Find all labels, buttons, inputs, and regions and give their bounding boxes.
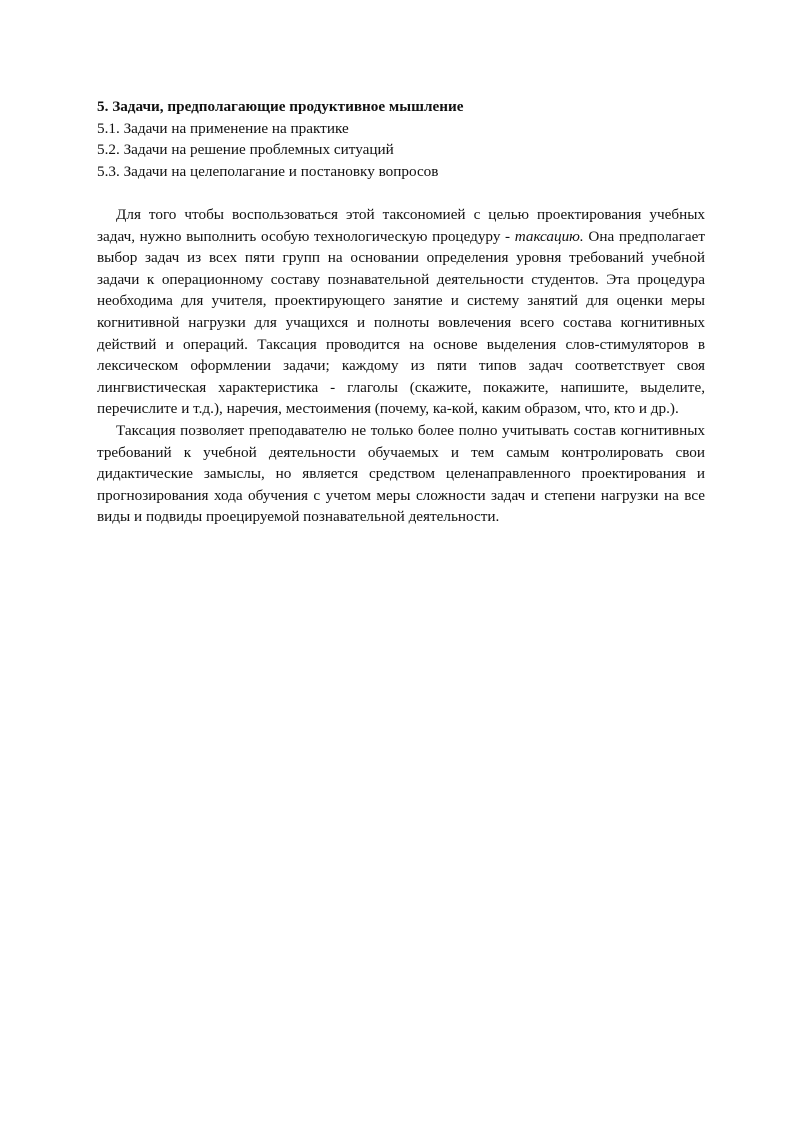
section-item-2: 5.2. Задачи на решение проблемных ситуаций (97, 141, 394, 159)
italic-term-taxation: таксацию. (514, 227, 584, 245)
section-heading: 5. Задачи, предполагающие продуктивное мышление (97, 98, 464, 115)
paragraph-spacer (97, 182, 705, 204)
paragraph-text-after-term: Она предполагает выбор задач из всех пяти групп на основании определения уровня требований учебной задачи к операционному составу познавательной деятельности студентов. Эта процедура необходима для учителя, проектирующего занятие и систему занятий для оценки меры когнитивной нагрузки для учащихся и полноты вовлечения всего состава когнитивных действий и операций. Таксация проводится на основе выделения слов-стимуляторов в лексическом оформлении задачи; каждому из пяти типов задач соответствует своя лингвистическая характеристика - глаголы (скажите, покажите, напишите, выделите, перечислите и т.д.), наречия, местоимения (почему, ка-кой, каким образом, что, кто и др.). (97, 227, 706, 418)
document-page (97, 96, 705, 528)
section-item-1: 5.1. Задачи на применение на практике (97, 119, 349, 137)
body-paragraph-taxation-benefits: Таксация позволяет преподавателю не только более полно учитывать состав когнитивных требований к учебной деятельности обучаемых и тем самым контролировать свои дидактические замыслы, но является средством целенаправленного проектирования и прогнозирования хода обучения с учетом меры сложности задач и степени нагрузки на все виды и подвиды проецируемой познавательной деятельности. (97, 421, 705, 526)
body-paragraph-taxation-procedure (97, 204, 705, 420)
section-item-3: 5.3. Задачи на целеполагание и постановку вопросов (97, 162, 439, 180)
paragraph-text-before-term: Для того чтобы воспользоваться этой таксономией с целью проектирования учебных задач, нужно выполнить особую технологическую процедуру - (97, 205, 705, 245)
